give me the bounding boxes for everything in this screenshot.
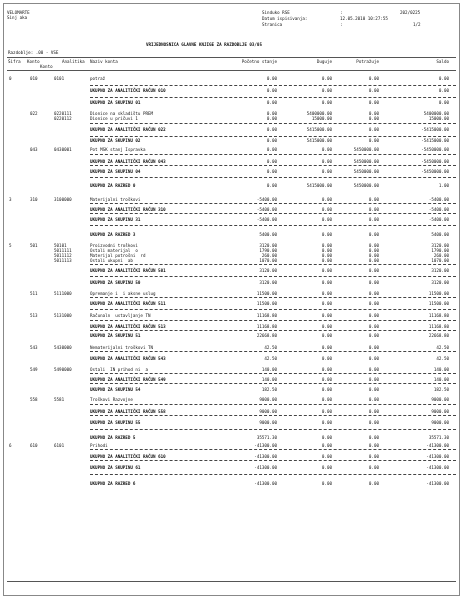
row-credit: 0.00 (368, 397, 379, 402)
row-opening: 0.00 (266, 127, 277, 132)
row-analytic: 6101 (54, 443, 65, 448)
row-credit: 5450000.00 (353, 169, 379, 174)
row-opening: 0.00 (266, 88, 277, 93)
row-debit: 0.00 (321, 76, 332, 81)
row-credit: 0.00 (368, 88, 379, 93)
row-credit: 0.00 (368, 387, 379, 392)
row-account-name: Materijalni troškovi (90, 197, 141, 202)
row-total-label: UKUPNO ZA ANALITIČKI RAČUN 558 (90, 409, 166, 414)
row-balance: 15000.00 (428, 116, 449, 121)
row-separator (90, 449, 456, 450)
row-opening: -41300.00 (254, 481, 277, 486)
row-opening: 11168.80 (256, 313, 277, 318)
page-label: Stranica (262, 22, 283, 27)
row-credit: 0.00 (368, 243, 379, 248)
row-opening: -41300.00 (254, 465, 277, 470)
rule (7, 70, 456, 71)
row-total-label: UKUPNO ZA ANALITIČKI RAČUN 549 (90, 377, 166, 382)
col-code: Šifra (8, 59, 21, 64)
col-analytic: Analitika (62, 59, 85, 64)
row-account-name: Ostali IN prihod ni a (90, 367, 148, 372)
row-balance: 3120.00 (431, 280, 449, 285)
row-opening: 9000.00 (259, 409, 277, 414)
row-analytic: 5111000 (54, 291, 72, 296)
date-value: 12.05.2010 10:27:55 (340, 16, 388, 21)
row-class-code: 6 (9, 443, 12, 448)
row-opening: 1070.00 (259, 258, 277, 263)
row-separator (90, 97, 456, 98)
row-account-name: Računaln ustavljanje TN (90, 313, 151, 318)
row-opening: 0.00 (266, 116, 277, 121)
row-debit: 0.00 (321, 100, 332, 105)
row-account: 513 (30, 313, 38, 318)
row-analytic: 5430000 (54, 345, 72, 350)
row-opening: 140.00 (261, 367, 277, 372)
row-debit: 0.00 (321, 197, 332, 202)
row-total-label: UKUPNO ZA ANALITIČKI RAČUN 513 (90, 324, 166, 329)
col-balance: Saldo (436, 59, 449, 64)
row-analytic: 50101 (54, 243, 67, 248)
row-total-label: UKUPNO ZA RAZRED 6 (90, 481, 136, 486)
row-opening: 1790.00 (259, 248, 277, 253)
row-credit: 5450000.00 (353, 159, 379, 164)
row-balance: -5400.00 (428, 217, 449, 222)
colon: : (340, 10, 343, 15)
row-total-label: UKUPNO ZA SKUPINU 02 (90, 138, 141, 143)
row-balance: 42.50 (436, 356, 449, 361)
row-credit: 0.00 (368, 258, 379, 263)
row-opening: 22668.80 (256, 333, 277, 338)
row-credit: 0.00 (368, 324, 379, 329)
row-credit: 0.00 (368, 217, 379, 222)
row-debit: 0.00 (321, 409, 332, 414)
row-balance: 22668.80 (428, 333, 449, 338)
col-account-line2: Konto (40, 64, 53, 69)
row-opening: 42.50 (264, 356, 277, 361)
row-debit: 0.00 (321, 258, 332, 263)
row-debit: 0.00 (321, 443, 332, 448)
row-credit: 0.00 (368, 138, 379, 143)
row-opening: 11500.00 (256, 291, 277, 296)
col-account: Konto (27, 59, 40, 64)
row-account-name: Proizvodni troškovi (90, 243, 138, 248)
company-place: Sinj aka (7, 15, 28, 20)
row-opening: 0.00 (266, 100, 277, 105)
row-debit: 5415000.00 (306, 183, 332, 188)
row-credit: 0.00 (368, 443, 379, 448)
row-credit: 0.00 (368, 409, 379, 414)
period-filter: Razdoblje: .00 - VSE (8, 50, 59, 55)
row-opening: 5400.00 (259, 232, 277, 237)
row-separator (90, 415, 456, 416)
row-total-label: UKUPNO ZA ANALITIČKI RAČUN 310 (90, 207, 166, 212)
row-credit: 0.00 (368, 76, 379, 81)
row-total-label: UKUPNO ZA ANALITIČKI RAČUN 610 (90, 454, 166, 459)
row-separator (90, 123, 456, 124)
company-name: VELOMARTE (7, 10, 30, 15)
row-total-label: UKUPNO ZA RAZRED 0 (90, 183, 136, 188)
row-total-label: UKUPNO ZA SKUPINU 31 (90, 217, 141, 222)
row-debit: 0.00 (321, 465, 332, 470)
row-opening: 182.50 (261, 387, 277, 392)
colon: : (340, 22, 343, 27)
row-balance: 11500.00 (428, 301, 449, 306)
row-balance: 9000.00 (431, 409, 449, 414)
row-analytic: 0220112 (54, 116, 72, 121)
row-balance: -5450000.00 (421, 159, 449, 164)
row-opening: 140.00 (261, 377, 277, 382)
row-balance: 5400000.00 (423, 111, 449, 116)
row-debit: 0.00 (321, 169, 332, 174)
row-separator (90, 320, 456, 321)
row-credit: 0.00 (368, 268, 379, 273)
row-balance: 1070.00 (431, 258, 449, 263)
row-opening: 11500.00 (256, 301, 277, 306)
row-debit: 0.00 (321, 435, 332, 440)
row-separator (90, 276, 456, 277)
row-balance: 140.00 (433, 367, 449, 372)
row-separator (90, 404, 456, 405)
row-opening: 0.00 (266, 111, 277, 116)
row-debit: 0.00 (321, 356, 332, 361)
col-debit: Duguje (316, 59, 332, 64)
row-account-name: potraž (90, 76, 106, 81)
row-debit: 0.00 (321, 420, 332, 425)
row-separator (90, 373, 456, 374)
col-name: Naziv konta (90, 59, 118, 64)
row-analytic: 3100000 (54, 197, 72, 202)
row-credit: 0.00 (368, 345, 379, 350)
row-credit: 0.00 (368, 232, 379, 237)
row-opening: 0.00 (266, 183, 277, 188)
row-debit: 0.00 (321, 481, 332, 486)
row-balance: 260.00 (433, 253, 449, 258)
row-class-code: 3 (9, 197, 12, 202)
row-opening: 0.00 (266, 76, 277, 81)
row-opening: 0.00 (266, 159, 277, 164)
row-debit: 0.00 (321, 345, 332, 350)
row-debit: 0.00 (321, 253, 332, 258)
row-analytic: 0220111 (54, 111, 72, 116)
row-opening: 9000.00 (259, 397, 277, 402)
row-credit: 0.00 (368, 333, 379, 338)
row-account: 610 (30, 443, 38, 448)
row-account: 511 (30, 291, 38, 296)
row-balance: 42.50 (436, 345, 449, 350)
row-total-label: UKUPNO ZA ANALITIČKI RAČUN 022 (90, 127, 166, 132)
row-debit: 0.00 (321, 291, 332, 296)
row-opening: 0.00 (266, 138, 277, 143)
row-credit: 0.00 (368, 248, 379, 253)
row-separator (90, 330, 456, 331)
row-account: 549 (30, 367, 38, 372)
row-credit: 0.00 (368, 454, 379, 459)
row-debit: 0.00 (321, 88, 332, 93)
row-balance: -41300.00 (426, 481, 449, 486)
row-debit: 0.00 (321, 397, 332, 402)
row-debit: 0.00 (321, 147, 332, 152)
row-credit: 0.00 (368, 313, 379, 318)
row-debit: 15000.00 (311, 116, 332, 121)
row-balance: 11500.00 (428, 291, 449, 296)
row-credit: 0.00 (368, 420, 379, 425)
row-analytic: 5490000 (54, 367, 72, 372)
row-balance: -5415000.00 (421, 127, 449, 132)
row-total-label: UKUPNO ZA ANALITIČKI RAČUN 511 (90, 301, 166, 306)
row-analytic: 0101 (54, 76, 65, 81)
row-balance: 0.00 (438, 76, 449, 81)
row-analytic: 5011112 (54, 253, 72, 258)
doc-number: 202/0225 (400, 10, 421, 15)
row-balance: -41300.00 (426, 454, 449, 459)
row-opening: -5400.00 (256, 207, 277, 212)
row-opening: 0.00 (266, 169, 277, 174)
row-total-label: UKUPNO ZA ANALITIČKI RAČUN 543 (90, 356, 166, 361)
row-debit: 0.00 (321, 243, 332, 248)
row-credit: 0.00 (368, 197, 379, 202)
row-debit: 0.00 (321, 333, 332, 338)
row-credit: 0.00 (368, 367, 379, 372)
row-account-name: Nematerijalni troškovi TN (90, 345, 154, 350)
row-account: 010 (30, 76, 38, 81)
row-debit: 0.00 (321, 217, 332, 222)
report-sheet (3, 3, 460, 596)
row-total-label: UKUPNO ZA ANALITIČKI RAČUN 010 (90, 88, 166, 93)
row-balance: -5400.00 (428, 207, 449, 212)
row-analytic: 5131000 (54, 313, 72, 318)
row-separator (90, 297, 456, 298)
row-balance: -5415000.00 (421, 138, 449, 143)
row-class-code: 0 (9, 76, 12, 81)
row-analytic: 0430001 (54, 147, 72, 152)
row-separator (90, 351, 456, 352)
row-debit: 5415000.00 (306, 138, 332, 143)
row-balance: 1790.00 (431, 248, 449, 253)
row-analytic: 5011113 (54, 258, 72, 263)
row-debit: 0.00 (321, 159, 332, 164)
row-opening: 42.50 (264, 345, 277, 350)
row-balance: 11168.80 (428, 313, 449, 318)
row-account-name: Pot MSK stanj Ispravka (90, 147, 146, 152)
row-separator (90, 309, 456, 310)
row-class-code: 5 (9, 243, 12, 248)
row-separator (90, 213, 456, 214)
row-total-label: UKUPNO ZA SKUPINU 54 (90, 387, 141, 392)
row-opening: 3120.00 (259, 280, 277, 285)
row-debit: 5400000.00 (306, 111, 332, 116)
row-credit: 0.00 (368, 207, 379, 212)
row-opening: 260.00 (261, 253, 277, 258)
row-debit: 0.00 (321, 324, 332, 329)
row-balance: -41300.00 (426, 443, 449, 448)
row-credit: 0.00 (368, 280, 379, 285)
row-separator (90, 429, 456, 430)
row-debit: 0.00 (321, 301, 332, 306)
row-account-name: Dionice u pričuvi 1 (90, 116, 138, 121)
row-debit: 0.00 (321, 313, 332, 318)
row-account: 022 (30, 111, 38, 116)
row-separator (90, 264, 456, 265)
row-balance: 140.00 (433, 377, 449, 382)
row-balance: 0.00 (438, 88, 449, 93)
row-credit: 0.00 (368, 356, 379, 361)
row-opening: 11168.80 (256, 324, 277, 329)
row-credit: 5450000.00 (353, 147, 379, 152)
row-total-label: UKUPNO ZA ANALITIČKI RAČUN 043 (90, 159, 166, 164)
row-opening: -5400.00 (256, 217, 277, 222)
row-opening: -41300.00 (254, 454, 277, 459)
row-credit: 0.00 (368, 435, 379, 440)
row-balance: 0.00 (438, 100, 449, 105)
row-credit: 0.00 (368, 377, 379, 382)
row-total-label: UKUPNO ZA SKUPINU 51 (90, 333, 141, 338)
row-debit: 0.00 (321, 454, 332, 459)
row-account: 043 (30, 147, 38, 152)
row-total-label: UKUPNO ZA SKUPINU 61 (90, 465, 141, 470)
row-separator (90, 136, 456, 137)
row-balance: -5400.00 (428, 197, 449, 202)
row-separator (90, 85, 456, 86)
row-account: 543 (30, 345, 38, 350)
doc-number-label: Sinduko RSE (262, 10, 290, 15)
date-label: Datum ispisivanja: (262, 16, 308, 21)
row-credit: 0.00 (368, 253, 379, 258)
row-separator (90, 154, 456, 155)
col-opening: Početno stanje (241, 59, 277, 64)
row-account-name: Ostali materijal o (90, 248, 138, 253)
row-balance: 35571.30 (428, 435, 449, 440)
row-balance: 3120.00 (431, 243, 449, 248)
rule (7, 581, 456, 582)
row-opening: 3120.00 (259, 268, 277, 273)
row-separator (90, 474, 456, 475)
row-total-label: UKUPNO ZA SKUPINU 50 (90, 280, 141, 285)
row-balance: -5450000.00 (421, 147, 449, 152)
row-balance: -5450000.00 (421, 169, 449, 174)
row-balance: 182.50 (433, 387, 449, 392)
row-debit: 0.00 (321, 207, 332, 212)
col-credit: Potražuje (356, 59, 379, 64)
row-total-label: UKUPNO ZA RAZRED 5 (90, 435, 136, 440)
row-balance: 11168.80 (428, 324, 449, 329)
row-credit: 0.00 (368, 465, 379, 470)
row-debit: 0.00 (321, 367, 332, 372)
row-debit: 0.00 (321, 387, 332, 392)
row-separator (90, 225, 456, 226)
row-debit: 0.00 (321, 280, 332, 285)
row-debit: 0.00 (321, 248, 332, 253)
row-balance: 9000.00 (431, 397, 449, 402)
row-opening: 3120.00 (259, 243, 277, 248)
row-account-name: Ostali ukupni ab (90, 258, 133, 263)
report-title: VRIJEDNOSNICA GLAVNE KNJIGE ZA RAZDOBLJE 03/05 (146, 42, 262, 47)
row-account-name: Opremanje i i aksne uslug (90, 291, 156, 296)
row-separator (90, 383, 456, 384)
row-debit: 0.00 (321, 377, 332, 382)
row-analytic: 5581 (54, 397, 65, 402)
row-debit: 0.00 (321, 268, 332, 273)
row-account: 310 (30, 197, 38, 202)
row-credit: 5450000.00 (353, 183, 379, 188)
row-balance: 3120.00 (431, 268, 449, 273)
row-total-label: UKUPNO ZA RAZRED 3 (90, 232, 136, 237)
row-opening: 9000.00 (259, 420, 277, 425)
row-account-name: Troškovi Razvojne (90, 397, 133, 402)
row-credit: 0.00 (368, 116, 379, 121)
row-credit: 0.00 (368, 291, 379, 296)
page-number: 1/2 (413, 22, 421, 27)
row-account: 501 (30, 243, 38, 248)
row-credit: 0.00 (368, 100, 379, 105)
row-debit: 0.00 (321, 232, 332, 237)
row-balance: 5400.00 (431, 232, 449, 237)
row-balance: 9000.00 (431, 420, 449, 425)
row-opening: 35571.30 (256, 435, 277, 440)
row-opening: 0.00 (266, 147, 277, 152)
row-credit: 0.00 (368, 301, 379, 306)
row-analytic: 5011111 (54, 248, 72, 253)
row-debit: 5415000.00 (306, 127, 332, 132)
row-account-name: Prihodi (90, 443, 108, 448)
row-account-name: Dionice na skladištu PREM (90, 111, 154, 116)
row-total-label: UKUPNO ZA SKUPINU 55 (90, 420, 141, 425)
row-balance: -41300.00 (426, 465, 449, 470)
row-opening: -41300.00 (254, 443, 277, 448)
row-separator (90, 460, 456, 461)
row-account-name: Materijal potrošni rd (90, 253, 146, 258)
row-separator (90, 177, 456, 178)
row-total-label: UKUPNO ZA ANALITIČKI RAČUN 501 (90, 268, 166, 273)
row-account: 558 (30, 397, 38, 402)
row-credit: 0.00 (368, 111, 379, 116)
row-separator (90, 203, 456, 204)
row-opening: -5400.00 (256, 197, 277, 202)
rule (7, 57, 456, 58)
row-credit: 0.00 (368, 481, 379, 486)
row-total-label: UKUPNO ZA SKUPINU 04 (90, 169, 141, 174)
row-balance: 1.00 (438, 183, 449, 188)
row-total-label: UKUPNO ZA SKUPINU 01 (90, 100, 141, 105)
row-credit: 0.00 (368, 127, 379, 132)
row-separator (90, 165, 456, 166)
